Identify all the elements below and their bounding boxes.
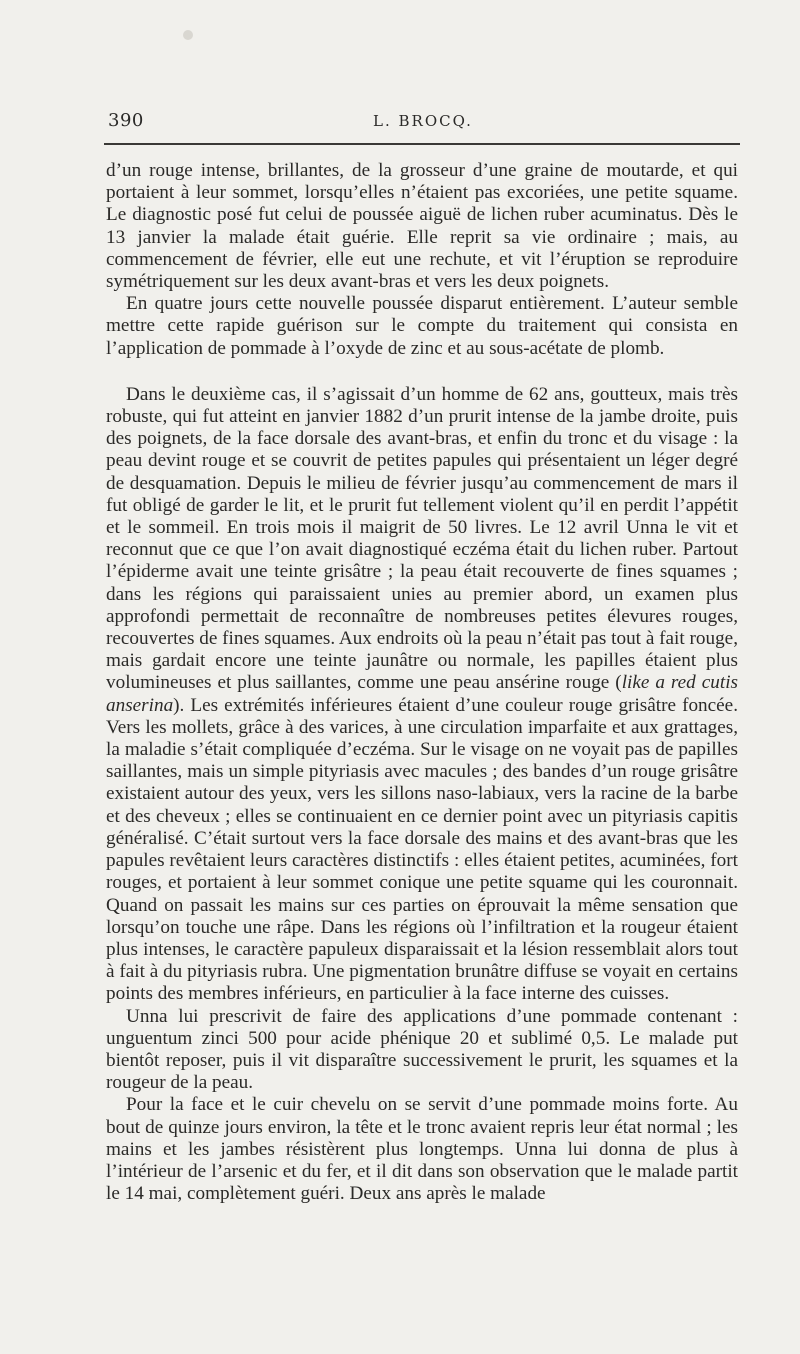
header-rule [104,143,740,145]
body-text [106,160,738,1205]
paper-smudge [183,30,193,40]
paragraph-4: Unna lui prescrivit de faire des applications d’une pommade contenant : unguentum zinci 500 pour acide phénique 20 et sublimé 0,5. Le malade put bientôt reposer, puis il vit disparaître successivement le prurit, les squames et la rougeur de la peau. [106,1005,738,1094]
paragraph-3 [106,384,738,1006]
page-header [108,110,738,134]
italic-phrase: like a red cutis anserina [106,672,738,716]
paragraph-3-continuation: ). Les extrémités inférieures étaient d’une couleur rouge grisâtre foncée. Vers les mollets, grâce à des varices, à une circulation imparfaite et aux grattages, la maladie s’était compliquée d’eczéma. Sur le visage on ne voyait pas de papilles saillantes, mais un simple pityriasis avec macules ; des bandes d’un rouge grisâtre existaient autour des yeux, vers les sillons naso-labiaux, vers la racine de la barbe et des cheveux ; elles se continuaient en ce dernier point avec un pityriasis capitis généralisé. C’était surtout vers la face dorsale des mains et des avant-bras que les papules revêtaient leurs caractères distinctifs : elles étaient petites, acuminées, fort rouges, et portaient à leur sommet conique une petite squame qui les couronnait. Quand on passait les mains sur ces parties on éprouvait la même sensation que lorsqu’on touche une râpe. Dans les régions où l’infiltration et la rougeur étaient plus intenses, le caractère papuleux disparaissait et la lésion ressemblait alors tout à fait à du pityriasis rubra. Une pigmentation brunâtre diffuse se voyait en certains points des membres inférieurs, en particulier à la face interne des cuisses. [106,694,738,1005]
paragraph-2: En quatre jours cette nouvelle poussée disparut entièrement. L’auteur semble mettre cette rapide guérison sur le compte du traitement qui consista en l’application de pommade à l’oxyde de zinc et au sous-acétate de plomb. [106,293,738,359]
paragraph-3-text: Dans le deuxième cas, il s’agissait d’un homme de 62 ans, goutteux, mais très robuste, qui fut atteint en janvier 1882 d’un prurit intense de la jambe droite, puis des poignets, de la face dorsale des avant-bras, et enfin du tronc et du visage : la peau devint rouge et se couvrit de petites papules qui présentaient un léger degré de desquamation. Depuis le milieu de février jusqu’au commencement de mars il fut obligé de garder le lit, et le prurit fut tellement violent qu’il en perdit l’appétit et le sommeil. En trois mois il maigrit de 50 livres. Le 12 avril Unna le vit et reconnut que ce que l’on avait diagnostiqué eczéma était du lichen ruber. Partout l’épiderme avait une teinte grisâtre ; la peau était recouverte de fines squames ; dans les régions qui paraissaient unies au premier abord, un examen plus approfondi permettait de reconnaître de nombreuses petites élevures rouges, recouvertes de fines squames. Aux endroits où la peau n’était pas tout à fait rouge, mais gardait encore une teinte jaunâtre ou normale, les papilles étaient plus volumineuses et plus saillantes, comme une peau ansérine rouge ( [106,383,738,694]
page-number: 390 [108,110,144,131]
paragraph-5: Pour la face et le cuir chevelu on se servit d’une pommade moins forte. Au bout de quinze jours environ, la tête et le tronc avaient repris leur état normal ; les mains et les jambes résistèrent plus longtemps. Unna lui donna de plus à l’intérieur de l’arsenic et du fer, et il dit dans son observation que le malade partit le 14 mai, complètement guéri. Deux ans après le malade [106,1094,738,1205]
paragraph-1: d’un rouge intense, brillantes, de la grosseur d’une graine de moutarde, et qui portaient à leur sommet, lorsqu’elles n’étaient pas excoriées, une petite squame. Le diagnostic posé fut celui de poussée aiguë de lichen ruber acuminatus. Dès le 13 janvier la malade était guérie. Elle reprit sa vie ordinaire ; mais, au commencement de février, elle eut une rechute, et vit l’éruption se reproduire symétriquement sur les deux avant-bras et vers les deux poignets. [106,160,738,293]
running-title: L. BROCQ. [373,112,473,130]
